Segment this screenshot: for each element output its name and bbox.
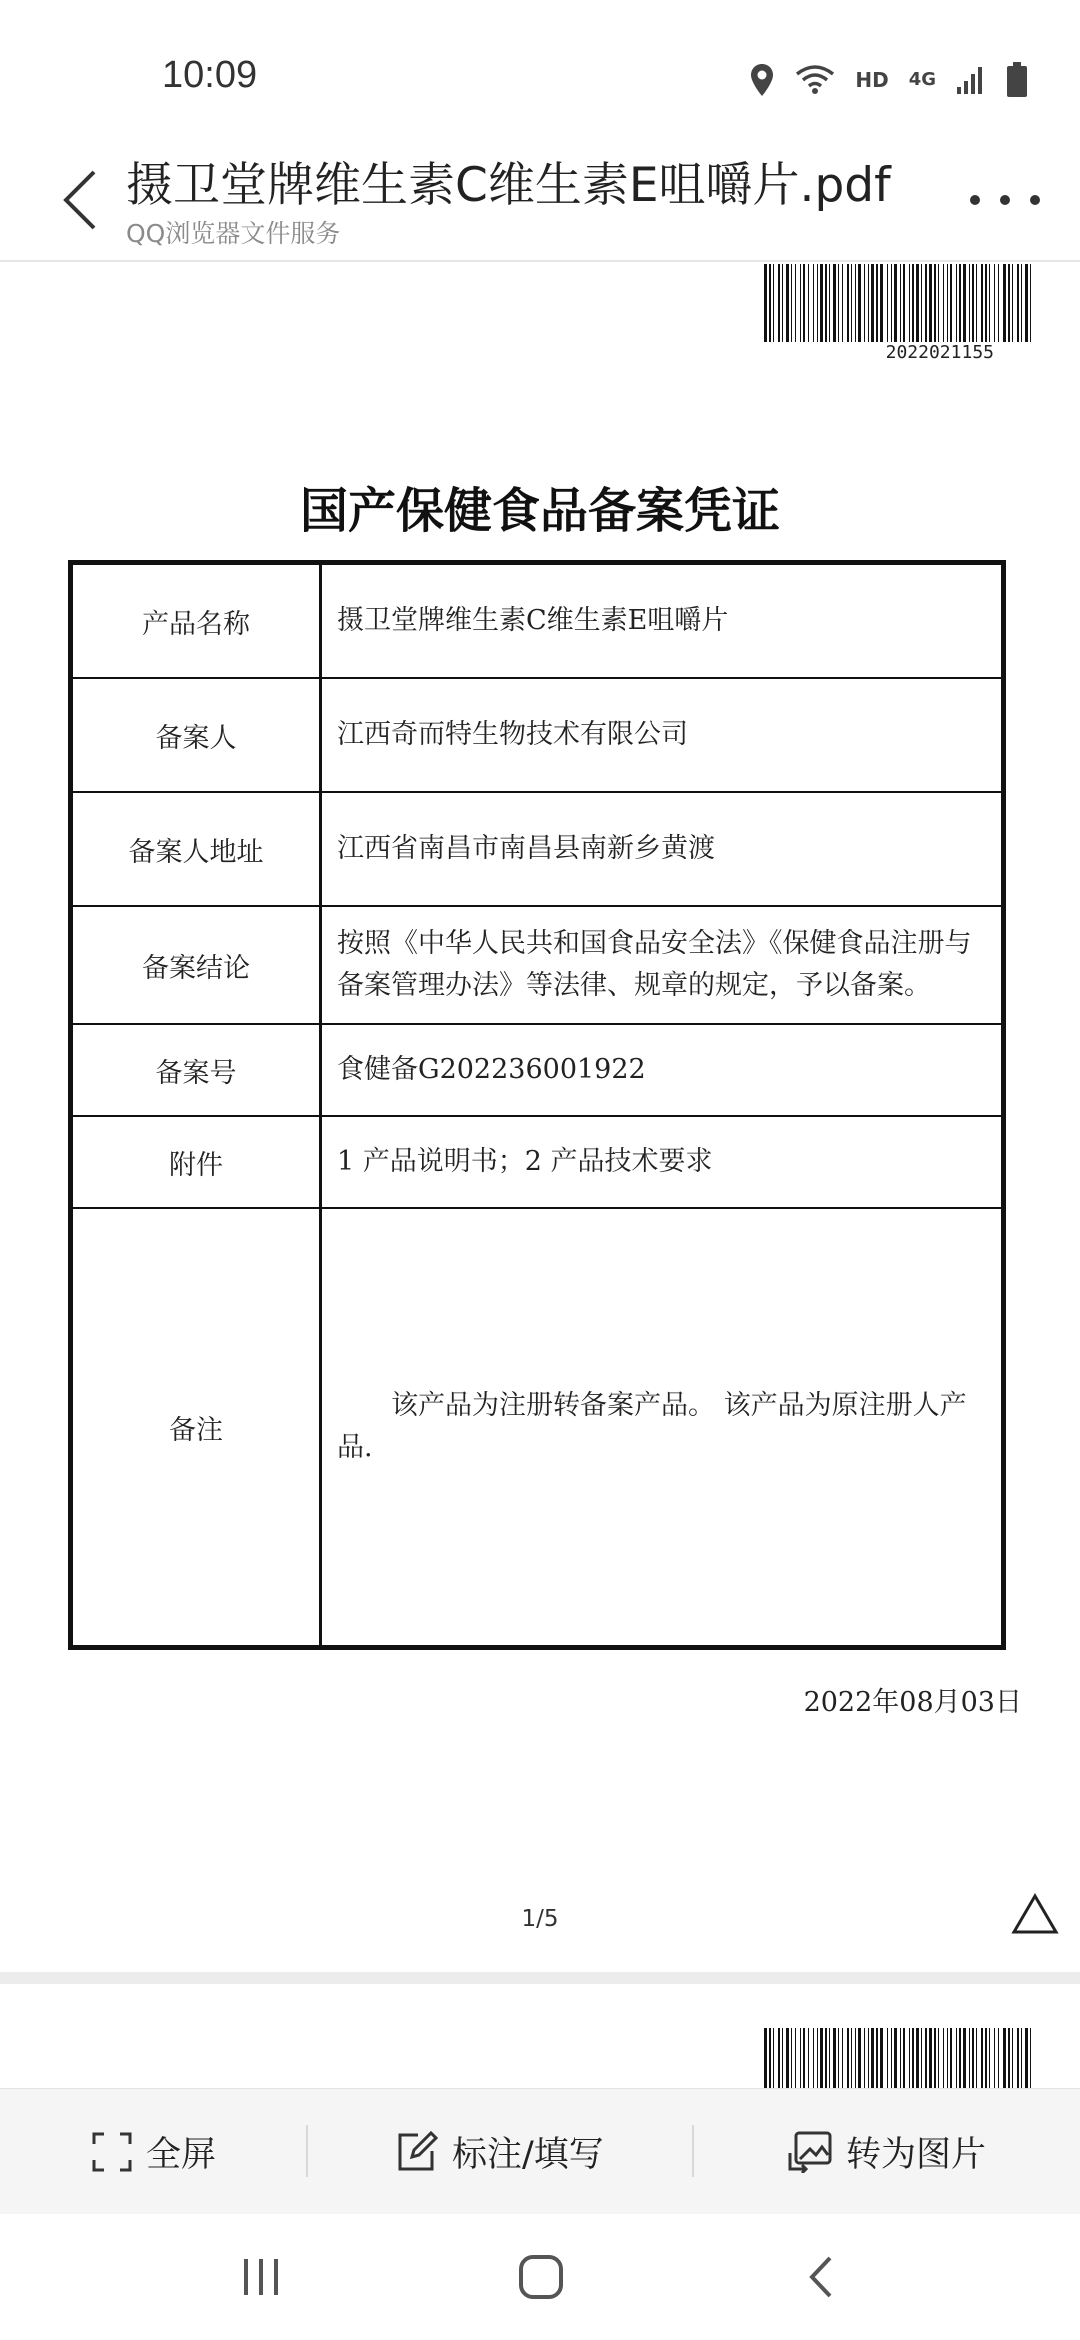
more-options-button[interactable]	[970, 180, 1040, 220]
barcode-image	[764, 2028, 1034, 2088]
more-dot-icon	[1030, 195, 1040, 205]
certificate-heading: 国产保健食品备案凭证	[299, 483, 780, 539]
row-label: 备案结论	[73, 907, 322, 1023]
back-button[interactable]	[50, 160, 110, 240]
row-label: 备注	[73, 1209, 322, 1645]
row-value: 该产品为注册转备案产品。 该产品为原注册人产品.	[337, 1390, 967, 1463]
fullscreen-button[interactable]	[92, 2089, 216, 2215]
convert-to-image-button[interactable]	[788, 2089, 986, 2215]
row-label: 附件	[73, 1117, 322, 1207]
fullscreen-label: 全屏	[146, 2135, 217, 2175]
row-label: 备案人地址	[73, 793, 322, 905]
back-arrow-icon	[62, 168, 98, 232]
convert-label: 转为图片	[846, 2135, 987, 2175]
annotate-label: 标注/填写	[452, 2135, 604, 2175]
toolbar-divider	[306, 2125, 308, 2177]
annotate-button[interactable]	[396, 2089, 604, 2215]
network-label: 4G	[908, 69, 936, 90]
battery-icon	[1006, 62, 1028, 98]
hd-label: HD	[855, 68, 889, 92]
table-row	[73, 907, 1001, 1025]
scroll-to-top-button[interactable]	[1010, 1892, 1060, 1936]
app-header	[0, 130, 1080, 262]
recent-apps-button[interactable]	[226, 2242, 296, 2312]
status-bar	[0, 0, 1080, 130]
row-value: 食健备G202236001922	[337, 1054, 646, 1085]
barcode-image	[764, 264, 1034, 344]
system-nav-bar	[0, 2214, 1080, 2340]
recent-apps-icon	[240, 2257, 282, 2297]
table-row	[73, 793, 1001, 907]
more-dot-icon	[970, 195, 980, 205]
wifi-icon	[795, 64, 835, 96]
system-back-button[interactable]	[786, 2242, 856, 2312]
row-label: 备案人	[73, 679, 322, 791]
table-row	[73, 1209, 1001, 1645]
edit-icon	[396, 2131, 438, 2173]
row-value: 摄卫堂牌维生素C维生素E咀嚼片	[337, 605, 729, 636]
barcode-number: 2022021155	[885, 342, 994, 363]
row-value: 江西省南昌市南昌县南新乡黄渡	[337, 833, 715, 864]
bottom-toolbar	[0, 2088, 1080, 2215]
row-value: 1 产品说明书；2 产品技术要求	[337, 1146, 713, 1177]
page-separator	[0, 1972, 1080, 1984]
row-value: 按照《中华人民共和国食品安全法》《保健食品注册与备案管理办法》等法律、规章的规定，予以备案。	[337, 928, 972, 1001]
fullscreen-icon	[92, 2132, 132, 2172]
triangle-up-icon	[1010, 1892, 1060, 1936]
toolbar-divider	[692, 2125, 694, 2177]
row-label: 备案号	[73, 1025, 322, 1115]
table-row	[73, 679, 1001, 793]
document-subtitle: QQ浏览器文件服务	[126, 219, 341, 248]
table-row	[73, 1117, 1001, 1209]
home-button[interactable]	[506, 2242, 576, 2312]
certificate-date: 2022年08月03日	[803, 1687, 1022, 1718]
status-icons	[749, 58, 1028, 102]
table-row	[73, 565, 1001, 679]
signal-icon	[956, 65, 986, 95]
home-icon	[517, 2253, 565, 2301]
image-convert-icon	[788, 2131, 832, 2173]
status-time: 10:09	[162, 54, 258, 96]
more-dot-icon	[1000, 195, 1010, 205]
system-back-icon	[806, 2254, 836, 2300]
row-value: 江西奇而特生物技术有限公司	[337, 719, 688, 750]
page-indicator: 1/5	[521, 1906, 559, 1932]
document-title: 摄卫堂牌维生素C维生素E咀嚼片.pdf	[126, 158, 891, 213]
location-icon	[749, 63, 775, 97]
pdf-viewer[interactable]	[0, 262, 1080, 2088]
row-label: 产品名称	[73, 565, 322, 677]
certificate-table	[68, 560, 1006, 1650]
table-row	[73, 1025, 1001, 1117]
